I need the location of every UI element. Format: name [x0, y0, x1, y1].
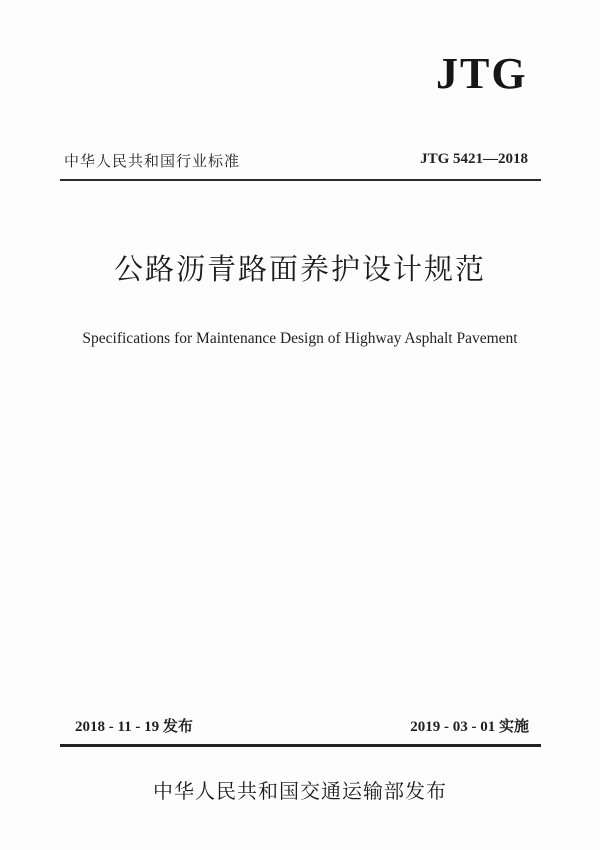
publisher: 中华人民共和国交通运输部发布	[153, 779, 447, 803]
title-english: Specifications for Maintenance Design of Highway Asphalt Pavement	[82, 330, 518, 347]
standard-category: 中华人民共和国行业标准	[64, 152, 241, 170]
jtg-logo: JTG	[436, 49, 528, 98]
implementation-date: 2019 - 03 - 01 实施	[410, 719, 529, 735]
title-chinese: 公路沥青路面养护设计规范	[113, 252, 486, 286]
header-divider	[60, 179, 541, 181]
issue-date: 2018 - 11 - 19 发布	[75, 719, 193, 735]
footer-divider	[60, 744, 541, 747]
standard-number: JTG 5421—2018	[420, 151, 528, 167]
